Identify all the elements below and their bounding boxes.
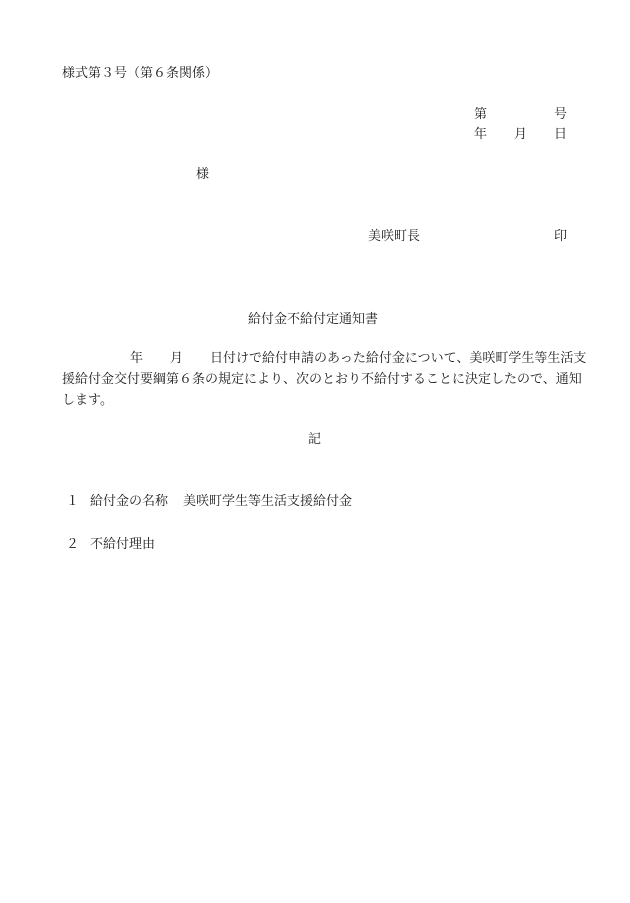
body-month: 月 <box>170 351 184 366</box>
body-paragraph <box>62 348 592 411</box>
form-label: 様式第３号（第６条関係） <box>62 66 219 81</box>
item-value: 美咲町学生等生活支援給付金 <box>183 494 353 509</box>
sender-title: 美咲町長 <box>368 229 421 244</box>
date-day: 日 <box>554 127 568 142</box>
doc-number-suffix: 号 <box>554 107 568 122</box>
ki-heading: 記 <box>308 432 322 447</box>
item-label: 不給付理由 <box>90 537 156 552</box>
item-number: １ <box>66 494 80 509</box>
doc-number-prefix: 第 <box>474 107 488 122</box>
document-title: 給付金不給付定通知書 <box>248 312 379 327</box>
body-text: 日付けで給付申請のあった給付金について、美咲町学生等生活支援給付金交付要綱第６条の規定により、次のとおり不給付することに決定したので、通知します。 <box>62 351 587 408</box>
item-label: 給付金の名称 <box>90 494 169 509</box>
recipient-honorific: 様 <box>196 167 210 182</box>
body-year: 年 <box>130 351 144 366</box>
item-number: ２ <box>66 537 80 552</box>
date-year: 年 <box>474 127 488 142</box>
date-month: 月 <box>514 127 528 142</box>
seal-mark: 印 <box>554 229 568 244</box>
